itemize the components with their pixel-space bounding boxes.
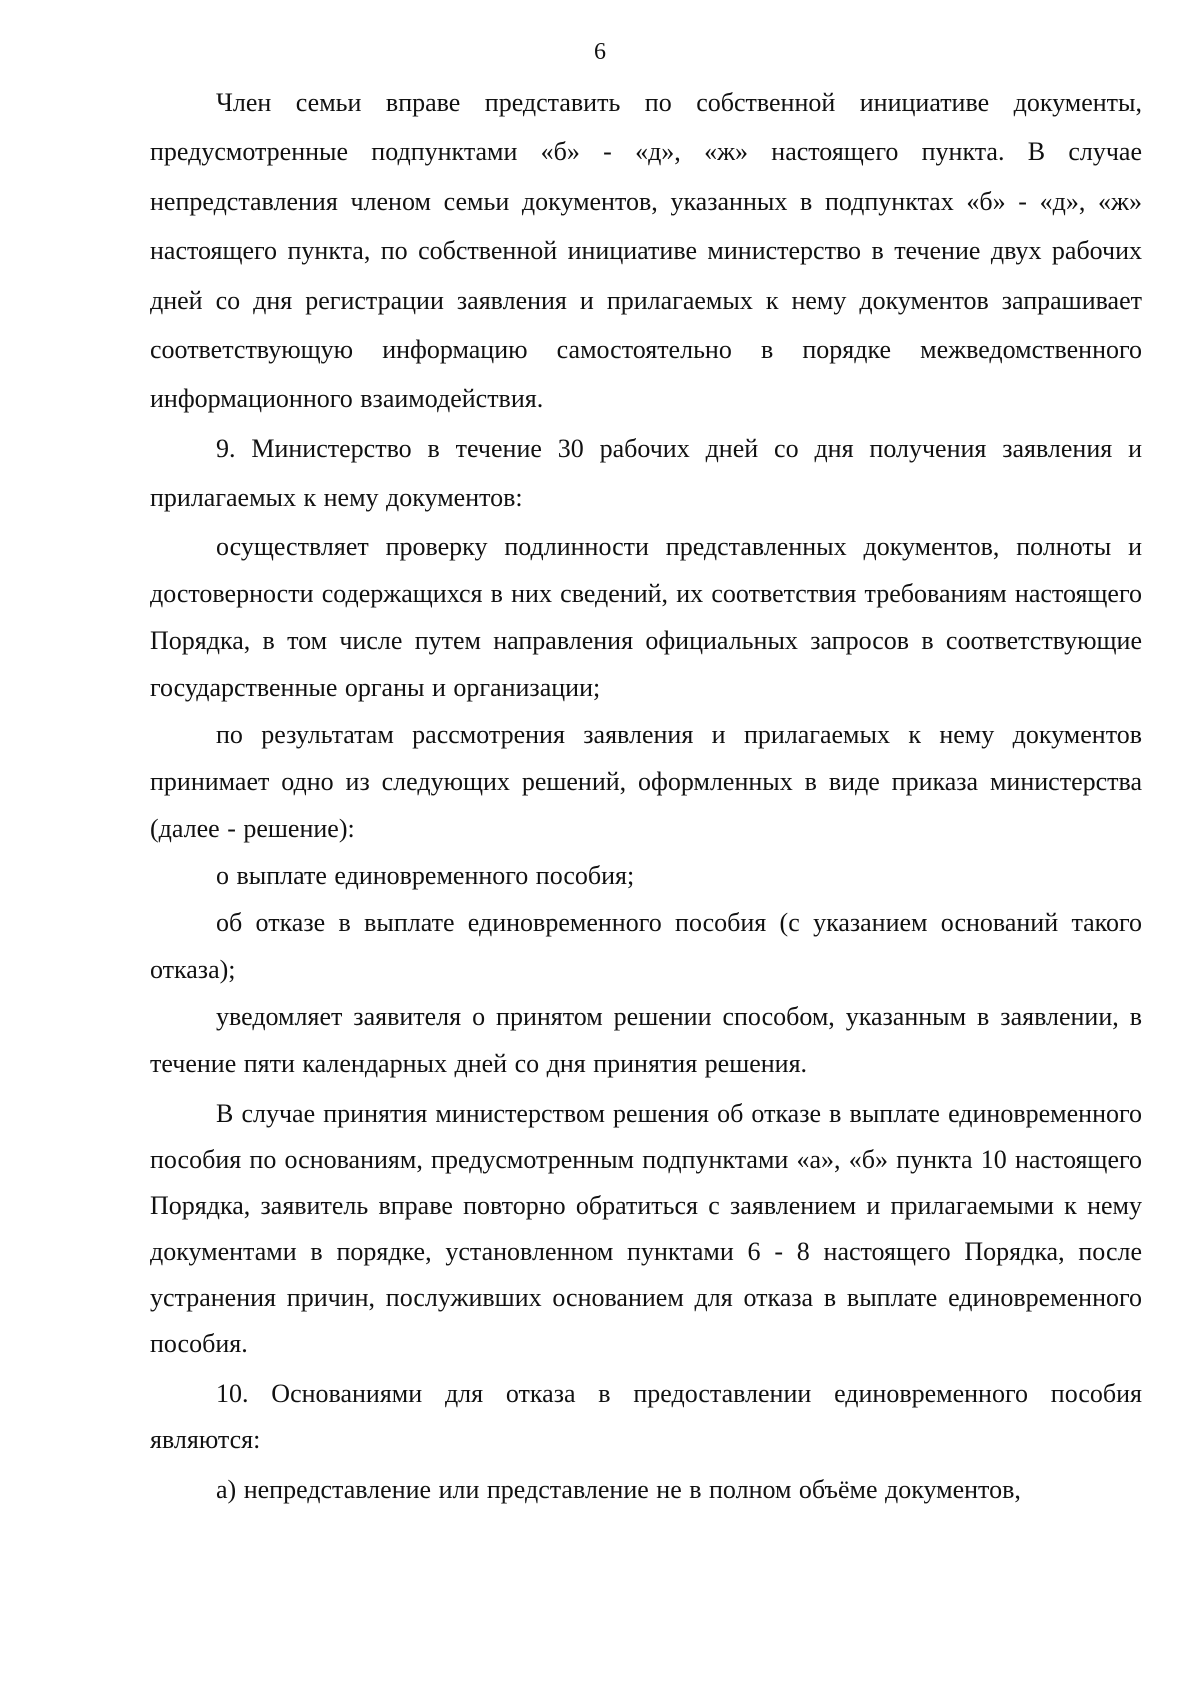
paragraph-verification: осуществляет проверку подлинности представленных документов, полноты и достоверности содержащихся в них сведений, их соответствия требованиям настоящего Порядка, в том числе путем направления официальных запросов в соответствующие государственные органы и организации; xyxy=(150,531,1142,702)
paragraph-notification: уведомляет заявителя о принятом решении способом, указанным в заявлении, в течение пяти календарных дней со дня принятия решения. xyxy=(150,1001,1142,1078)
paragraph-family-member-documents: Член семьи вправе представить по собственной инициативе документы, предусмотренные подпунктами «б» - «д», «ж» настоящего пункта. В случае непредставления членом семьи документов, указанных в подпунктах «б» - «д», «ж» настоящего пункта, по собственной инициативе министерство в течение двух рабочих дней со дня регистрации заявления и прилагаемых к нему документов запрашивает соответствующую информацию самостоятельно в порядке межведомственного информационного взаимодействия. xyxy=(150,88,1142,414)
paragraph-repeat-application: В случае принятия министерством решения об отказе в выплате единовременного пособия по основаниям, предусмотренным подпунктами «а», «б» пункта 10 настоящего Порядка, заявитель вправе повторно обратиться с заявлением и прилагаемыми к нему документами в порядке, установленном пунктами 6 - 8 настоящего Порядка, после устранения причин, послуживших основанием для отказа в выплате единовременного пособия. xyxy=(150,1098,1142,1358)
page-number: 6 xyxy=(594,39,606,65)
paragraph-item-10: 10. Основаниями для отказа в предоставлении единовременного пособия являются: xyxy=(150,1378,1142,1454)
paragraph-refusal-decision: об отказе в выплате единовременного пособия (с указанием оснований такого отказа); xyxy=(150,907,1142,984)
document-body xyxy=(150,78,1142,1513)
paragraph-decision: по результатам рассмотрения заявления и прилагаемых к нему документов принимает одно из следующих решений, оформленных в виде приказа министерства (далее - решение): xyxy=(150,719,1142,843)
paragraph-item-10-a: а) непредставление или представление не в полном объёме документов, xyxy=(216,1474,1021,1504)
paragraph-payment-decision: о выплате единовременного пособия; xyxy=(216,860,635,890)
paragraph-item-9: 9. Министерство в течение 30 рабочих дней со дня получения заявления и прилагаемых к нему документов: xyxy=(150,433,1142,513)
